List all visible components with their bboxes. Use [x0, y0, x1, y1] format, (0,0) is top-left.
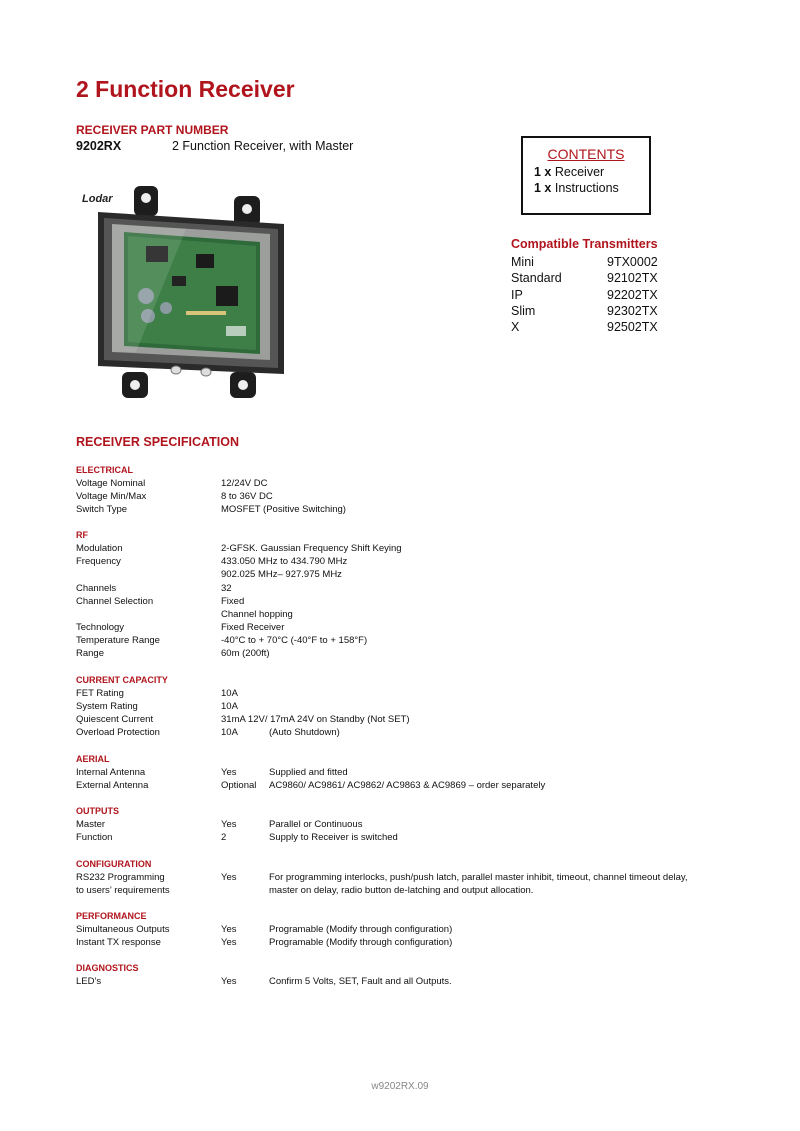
spec-note: For programming interlocks, push/push latch, parallel master inhibit, timeout, channel timeout delay,: [269, 872, 688, 883]
spec-note: Supply to Receiver is switched: [269, 832, 398, 843]
spec-value: 10A: [221, 727, 238, 738]
transmitter-code: 9TX0002: [607, 255, 658, 269]
section-electrical: ELECTRICAL: [76, 465, 133, 475]
spec-value: Fixed: [221, 596, 245, 607]
document-code-footer: w9202RX.09: [371, 1081, 429, 1092]
spec-label: FET Rating: [76, 688, 124, 699]
spec-note: master on delay, radio button de-latching and output allocation.: [269, 885, 534, 896]
receiver-photo: [76, 176, 308, 416]
part-number: 9202RX: [76, 139, 122, 153]
contents-label: Receiver: [554, 165, 605, 179]
spec-note: Programable (Modify through configuration): [269, 937, 453, 948]
compatible-transmitters-title: Compatible Transmitters: [511, 237, 658, 251]
transmitter-code: 92502TX: [607, 320, 658, 334]
spec-value: 2: [221, 832, 227, 843]
spec-label: Channel Selection: [76, 596, 154, 607]
spec-label: Master: [76, 819, 106, 830]
spec-title: RECEIVER SPECIFICATION: [76, 435, 239, 449]
spec-label: Technology: [76, 622, 125, 633]
spec-value: 12/24V DC: [221, 478, 268, 489]
spec-label: Instant TX response: [76, 937, 161, 948]
spec-value: Yes: [221, 872, 237, 883]
spec-note: AC9860/ AC9861/ AC9862/ AC9863 & AC9869 – order separately: [269, 780, 546, 791]
spec-value: Yes: [221, 819, 237, 830]
spec-value: MOSFET (Positive Switching): [221, 504, 346, 515]
contents-title: CONTENTS: [547, 146, 625, 162]
section-aerial: AERIAL: [76, 754, 110, 764]
spec-value: Optional: [221, 780, 257, 791]
contents-qty: 1 x: [534, 165, 552, 179]
spec-value: 10A: [221, 688, 238, 699]
section-performance: PERFORMANCE: [76, 911, 147, 921]
contents-qty: 1 x: [534, 181, 552, 195]
page-title: 2 Function Receiver: [76, 76, 295, 102]
spec-value: Yes: [221, 767, 237, 778]
spec-label: Channels: [76, 583, 117, 594]
spec-value: Channel hopping: [221, 609, 293, 620]
contents-item: [534, 181, 619, 195]
contents-box: [521, 136, 651, 215]
spec-label: Voltage Min/Max: [76, 491, 147, 502]
spec-label: Quiescent Current: [76, 714, 154, 725]
section-outputs: OUTPUTS: [76, 806, 120, 816]
spec-label: Range: [76, 648, 104, 659]
spec-label: Switch Type: [76, 504, 128, 515]
transmitter-code: 92302TX: [607, 304, 658, 318]
transmitter-name: Mini: [511, 255, 534, 269]
section-current-capacity: CURRENT CAPACITY: [76, 675, 168, 685]
spec-note: Programable (Modify through configuration): [269, 924, 453, 935]
part-description: 2 Function Receiver, with Master: [172, 139, 354, 153]
spec-value: Fixed Receiver: [221, 622, 285, 633]
spec-label: Voltage Nominal: [76, 478, 146, 489]
spec-value: Yes: [221, 976, 237, 987]
transmitter-code: 92102TX: [607, 271, 658, 285]
spec-value: 433.050 MHz to 434.790 MHz: [221, 556, 348, 567]
spec-label: Temperature Range: [76, 635, 160, 646]
spec-label: LED’s: [76, 976, 102, 987]
spec-label: Function: [76, 832, 113, 843]
spec-value: 902.025 MHz– 927.975 MHz: [221, 569, 342, 580]
section-rf: RF: [76, 530, 88, 540]
transmitter-code: 92202TX: [607, 288, 658, 302]
receiver-part-heading: RECEIVER PART NUMBER: [76, 123, 229, 137]
spec-label: to users’ requirements: [76, 885, 170, 896]
spec-label: Overload Protection: [76, 727, 160, 738]
transmitter-name: Standard: [511, 271, 562, 285]
spec-note: (Auto Shutdown): [269, 727, 340, 738]
transmitter-name: Slim: [511, 304, 536, 318]
spec-value: Yes: [221, 937, 237, 948]
spec-label: System Rating: [76, 701, 138, 712]
lodar-logo: Lodar: [82, 193, 113, 205]
spec-note: Parallel or Continuous: [269, 819, 363, 830]
spec-note: Supplied and fitted: [269, 767, 348, 778]
transmitter-name: X: [511, 320, 520, 334]
spec-label: Modulation: [76, 543, 123, 554]
transmitter-name: IP: [511, 288, 523, 302]
spec-value: 32: [221, 583, 232, 594]
section-configuration: CONFIGURATION: [76, 859, 152, 869]
section-diagnostics: DIAGNOSTICS: [76, 963, 139, 973]
spec-value: 31mA 12V/ 17mA 24V on Standby (Not SET): [221, 714, 410, 725]
spec-value: 2-GFSK. Gaussian Frequency Shift Keying: [221, 543, 402, 554]
spec-value: 10A: [221, 701, 238, 712]
spec-label: External Antenna: [76, 780, 149, 791]
spec-label: RS232 Programming: [76, 872, 165, 883]
contents-item: [534, 165, 604, 179]
spec-value: 8 to 36V DC: [221, 491, 273, 502]
spec-value: -40°C to + 70°C (-40°F to + 158°F): [221, 635, 368, 646]
spec-label: Simultaneous Outputs: [76, 924, 170, 935]
spec-label: Internal Antenna: [76, 767, 146, 778]
spec-value: 60m (200ft): [221, 648, 270, 659]
spec-note: Confirm 5 Volts, SET, Fault and all Outputs.: [269, 976, 452, 987]
contents-label: Instructions: [554, 181, 619, 195]
spec-label: Frequency: [76, 556, 121, 567]
spec-value: Yes: [221, 924, 237, 935]
